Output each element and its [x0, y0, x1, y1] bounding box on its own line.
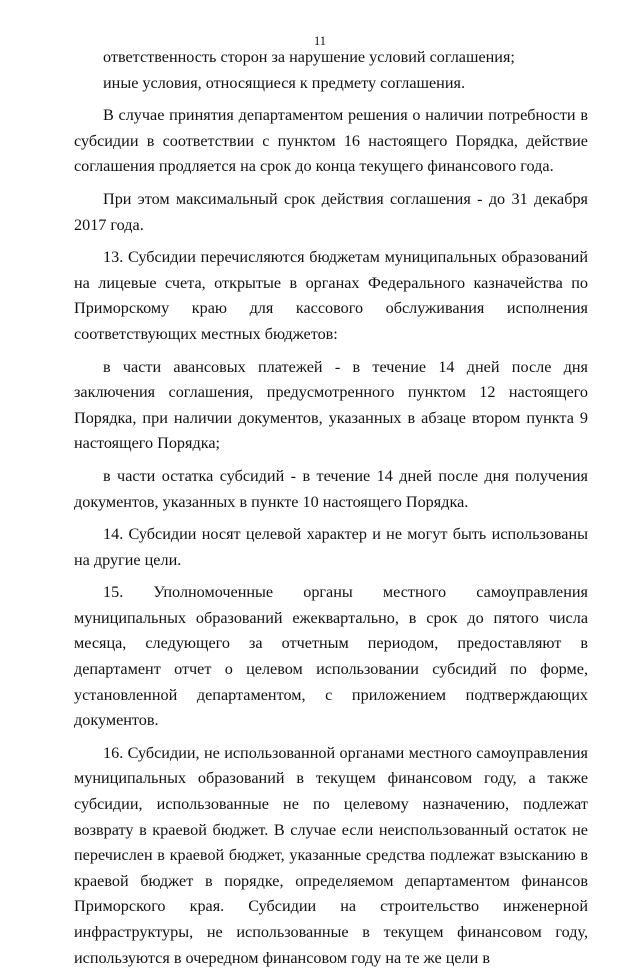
paragraph-responsibility: ответственность сторон за нарушение условий соглашения; [103, 48, 515, 66]
paragraph-item-15: 15. Уполномоченные органы местного самоуправления муниципальных образований ежеквартально, в срок до пятого числа месяца, следующего за отчетным периодом, предоставляют в департамент отчет о целевом использовании субсидий по форме, установленной департаментом, с приложением подтверждающих документов. [74, 583, 588, 730]
paragraph-advance-payments: в части авансовых платежей - в течение 14 дней после дня заключения соглашения, предусмотренного пунктом 12 настоящего Порядка, при наличии документов, указанных в абзаце втором пункта 9 настоящего Порядка; [74, 357, 588, 453]
document-body [74, 45, 588, 971]
paragraph-item-14: 14. Субсидии носят целевой характер и не могут быть использованы на другие цели. [74, 525, 588, 569]
paragraph-item-16: 16. Субсидии, не использованной органами местного самоуправления муниципальных образований в текущем финансовом году, а также субсидии, использованные не по целевому назначению, подлежат возврату в краевой бюджет. В случае если неиспользованный остаток не перечислен в краевой бюджет, указанные средства подлежат взысканию в краевой бюджет в порядке, определяемом департаментом финансов Приморского края. Субсидии на строительство инженерной инфраструктуры, не использованные в текущем финансовом году, используются в очередном финансовом году на те же цели в [74, 743, 588, 967]
paragraph-agreement-extension: В случае принятия департаментом решения о наличии потребности в субсидии в соответствии с пунктом 16 настоящего Порядка, действие соглашения продляется на срок до конца текущего финансового года. [74, 106, 588, 176]
paragraph-remaining-subsidies: в части остатка субсидий - в течение 14 дней после дня получения документов, указанных в пункте 10 настоящего Порядка. [74, 466, 588, 511]
page-number: 11 [313, 34, 327, 48]
paragraph-item-13: 13. Субсидии перечисляются бюджетам муниципальных образований на лицевые счета, открытые в органах Федерального казначейства по Приморскому краю для кассового обслуживания исполнения соответствующих местных бюджетов: [74, 248, 588, 343]
paragraph-other-conditions: иные условия, относящиеся к предмету соглашения. [103, 73, 465, 92]
paragraph-max-term: При этом максимальный срок действия соглашения - до 31 декабря 2017 года. [74, 189, 588, 234]
